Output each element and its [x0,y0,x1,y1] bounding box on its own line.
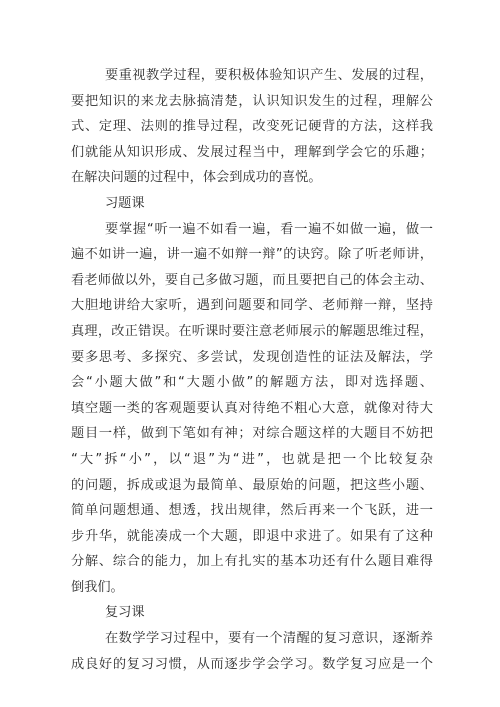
section-heading-review: 复习课 [105,605,145,621]
paragraph-line: 真理，改正错误。在听课时要注意老师展示的解题思维过程， [71,323,433,339]
paragraph-line: 步升华，就能凑成一个大题，即退中求进了。如果有了这种 [71,528,433,544]
paragraph-line: 要重视教学过程，要积极体验知识产生、发展的过程， [105,68,433,83]
paragraph-line: 简单问题想通、想透，找出规律，然后再来一个飞跃，进一 [71,503,433,519]
paragraph-line: 在数学学习过程中，要有一个清醒的复习意识，逐渐养 [105,631,433,647]
section-heading-exercise: 习题课 [105,195,145,211]
paragraph-line: 们就能从知识形成、发展过程当中，理解到学会它的乐趣； [71,144,433,160]
paragraph-review-class [71,626,433,677]
paragraph-line: 的问题，拆成或退为最简单、最原始的问题，把这些小题、 [71,477,433,493]
paragraph-line: 题目一样，做到下笔如有神；对综合题这样的大题目不妨把 [71,426,433,442]
paragraph-exercise-class [71,217,433,601]
paragraph-line: “大”拆“小”，以“退”为“进”，也就是把一个比较复杂 [71,451,433,467]
paragraph-line: 式、定理、法则的推导过程，改变死记硬背的方法，这样我 [71,119,433,135]
paragraph-line: 要把知识的来龙去脉搞清楚，认识知识发生的过程，理解公 [71,93,433,109]
paragraph-line: 大胆地讲给大家听，遇到问题要和同学、老师辩一辩，坚持 [71,298,433,314]
paragraph-line: 分解、综合的能力，加上有扎实的基本功还有什么题目难得 [71,554,433,570]
paragraph-line: 会“小题大做”和“大题小做”的解题方法，即对选择题、 [71,375,433,391]
document-body [71,63,433,677]
paragraph-line: 看老师做以外，要自己多做习题，而且要把自己的体会主动、 [71,272,433,288]
paragraph-line: 成良好的复习习惯，从而逐步学会学习。数学复习应是一个 [71,656,433,672]
paragraph-line: 填空题一类的客观题要认真对待绝不粗心大意，就像对待大 [71,400,433,416]
paragraph-teaching-process [71,63,433,191]
paragraph-line: 在解决问题的过程中，体会到成功的喜悦。 [71,170,322,186]
paragraph-line: 倒我们。 [71,579,124,595]
paragraph-line: 要多思考、多探究、多尝试，发现创造性的证法及解法，学 [71,349,433,365]
paragraph-line: 要掌握“听一遍不如看一遍，看一遍不如做一遍，做一 [105,221,433,237]
paragraph-line: 遍不如讲一遍，讲一遍不如辩一辩”的诀窍。除了听老师讲， [71,247,433,263]
